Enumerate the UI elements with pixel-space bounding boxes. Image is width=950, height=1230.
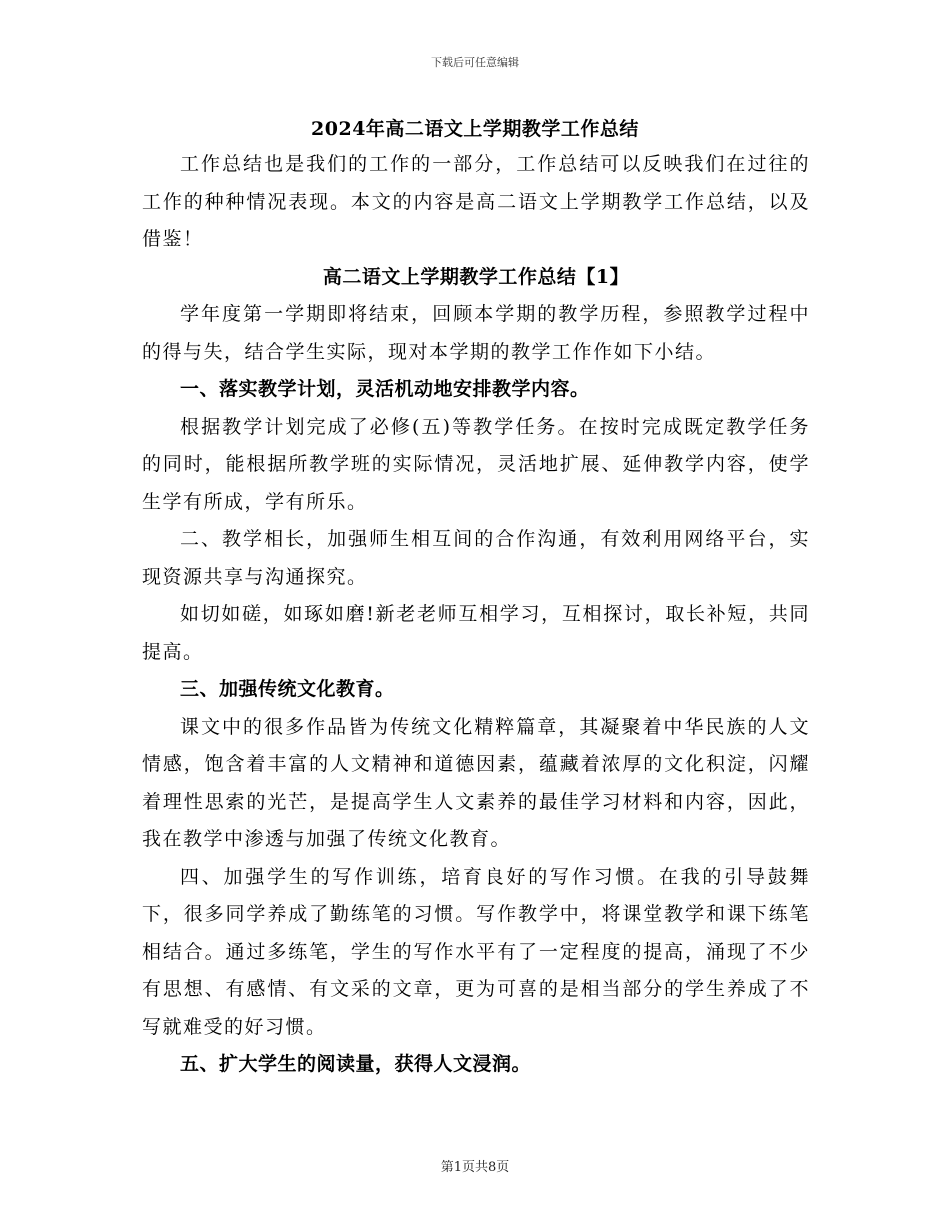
paragraph-teaching-plan: 根据教学计划完成了必修(五)等教学任务。在按时完成既定教学任务的同时，能根据所教学班的实际情况，灵活地扩展、延伸教学内容，使学生学有所成，学有所乐。	[142, 415, 810, 513]
header-note: 下载后可任意编辑	[431, 56, 519, 69]
heading-five: 五、扩大学生的阅读量，获得人文浸润。	[180, 1053, 532, 1075]
paragraph-cooperation: 二、教学相长，加强师生相互间的合作沟通，有效利用网络平台，实现资源共享与沟通探究。	[142, 528, 810, 588]
document-body	[142, 146, 810, 1084]
heading-three: 三、加强传统文化教育。	[180, 678, 395, 700]
page-number: 第1页共8页	[440, 1160, 510, 1175]
intro-paragraph: 工作总结也是我们的工作的一部分，工作总结可以反映我们在过往的工作的种种情况表现。本文的内容是高二语文上学期教学工作总结，以及借鉴！	[142, 153, 810, 250]
paragraph-mutual-learning: 如切如磋，如琢如磨!新老老师互相学习，互相探讨，取长补短，共同提高。	[142, 603, 810, 663]
heading-one: 一、落实教学计划，灵活机动地安排教学内容。	[180, 378, 590, 400]
document-title: 2024年高二语文上学期教学工作总结	[311, 118, 639, 140]
paragraph-writing-training: 四、加强学生的写作训练，培育良好的写作习惯。在我的引导鼓舞下，很多同学养成了勤练笔的习惯。写作教学中，将课堂教学和课下练笔相结合。通过多练笔，学生的写作水平有了一定程度的提高，涌现了不少有思想、有感情、有文采的文章，更为可喜的是相当部分的学生养成了不写就难受的好习惯。	[142, 865, 810, 1038]
paragraph-traditional-culture: 课文中的很多作品皆为传统文化精粹篇章，其凝聚着中华民族的人文情感，饱含着丰富的人文精神和道德因素，蕴藏着浓厚的文化积淀，闪耀着理性思索的光芒，是提高学生人文素养的最佳学习材料和内容，因此，我在教学中渗透与加强了传统文化教育。	[142, 715, 810, 850]
section-subtitle: 高二语文上学期教学工作总结【1】	[322, 265, 630, 288]
paragraph-opening: 学年度第一学期即将结束，回顾本学期的教学历程，参照教学过程中的得与失，结合学生实际，现对本学期的教学工作作如下小结。	[142, 303, 810, 363]
